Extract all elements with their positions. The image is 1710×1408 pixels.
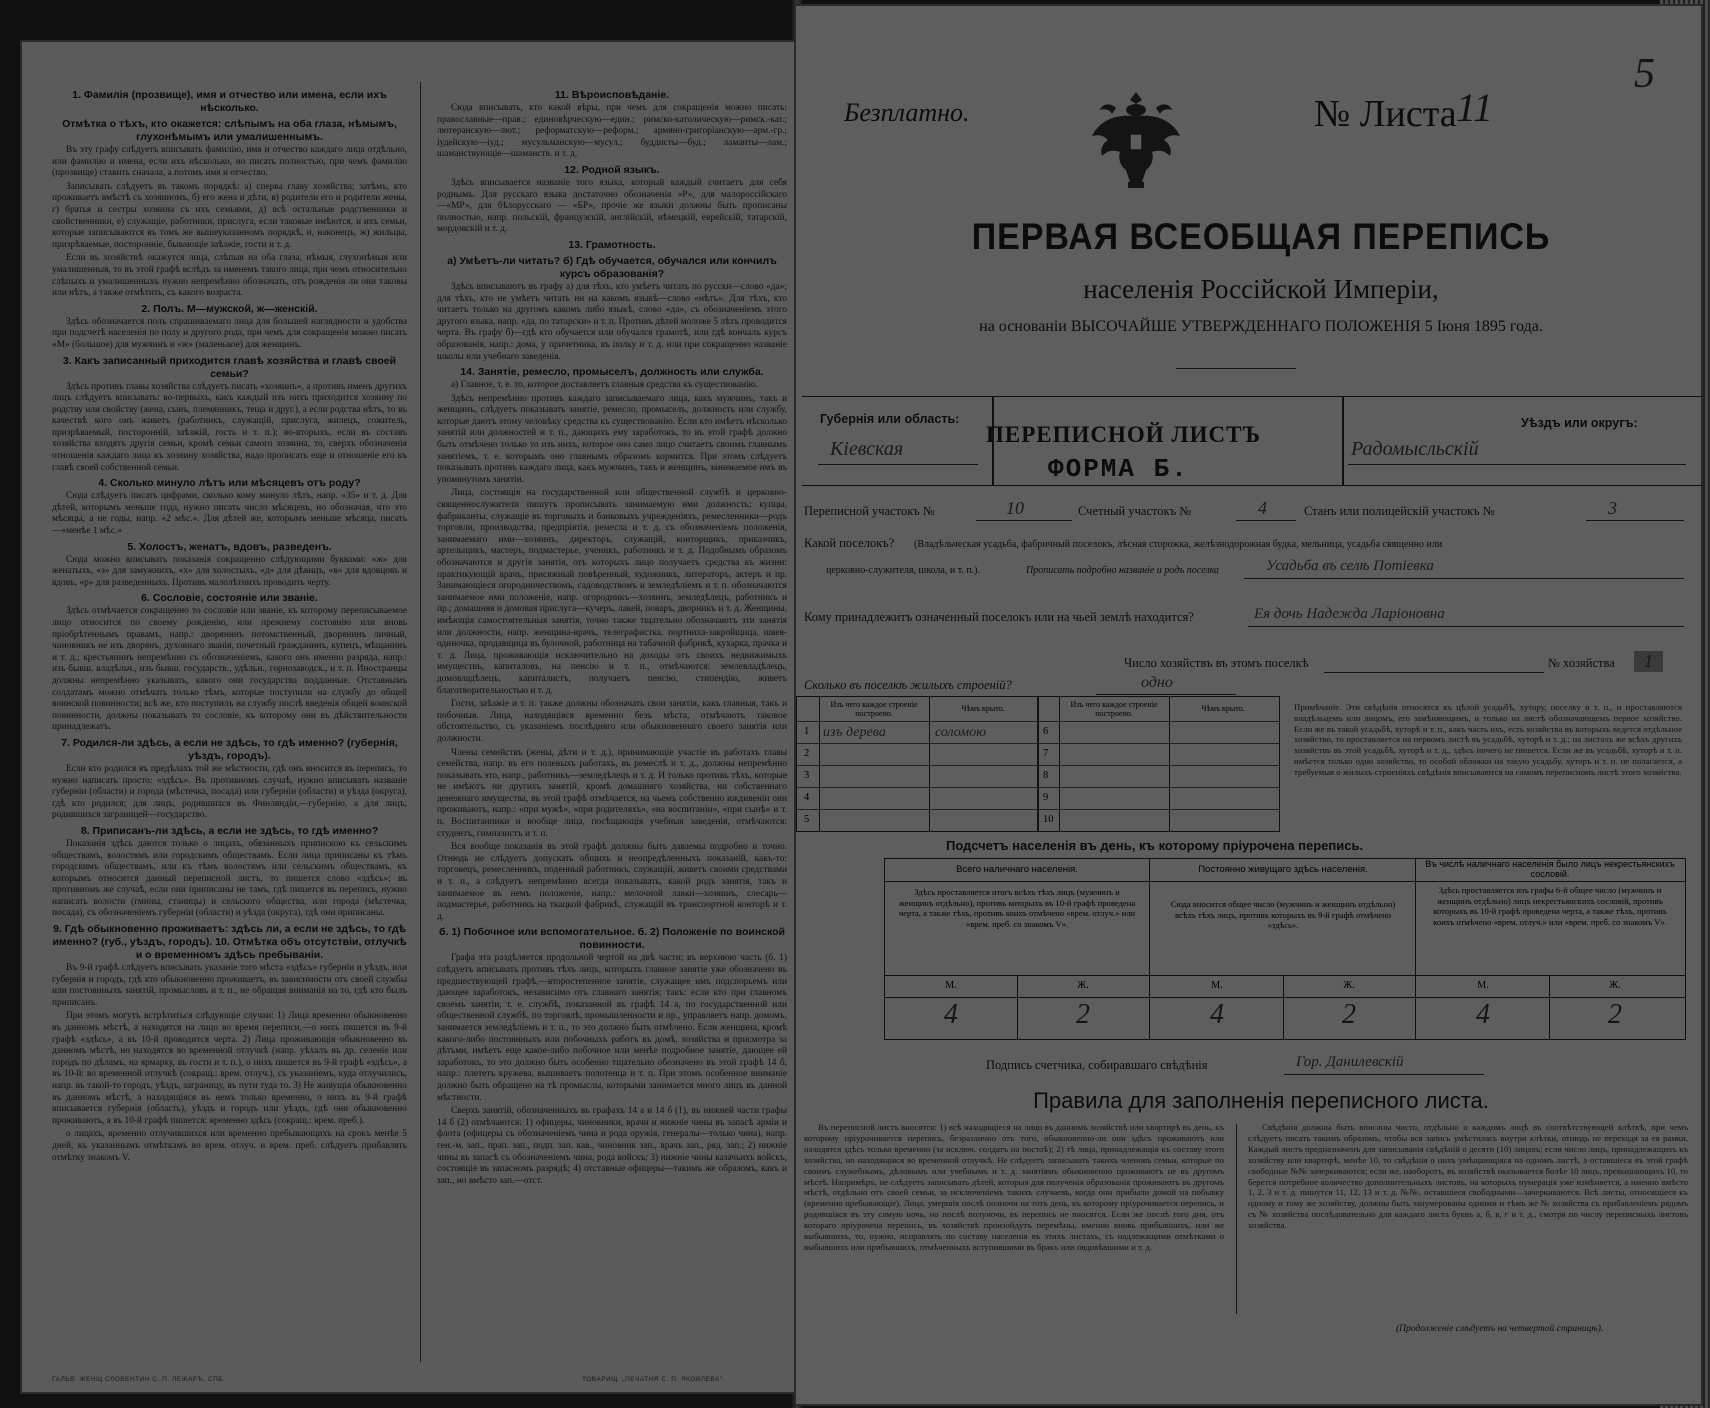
count-precinct-value: 4 (1258, 498, 1267, 518)
bt-row-number: 1 (804, 726, 810, 737)
pt-desc-total: Здѣсь проставляется итогъ всѣхъ тѣхъ лицъ (мужчинъ и женщинъ отдѣльно), противъ которыхъ въ 10-й графѣ проведена черта, а также тѣхъ, противъ коихъ отмѣчено «врем. отлуч.» или «врем. преб. со знакомъ V». (898, 887, 1136, 929)
settlement-hint-1: (Владѣльческая усадьба, фабричный поселокъ, лѣсная сторожка, желѣзнодорожная будка, мельница, усадьба священно или (914, 539, 1443, 550)
district-underline (1348, 464, 1686, 465)
section-paragraph: а) Главное, т. е. то, которое доставляетъ главныя средства къ существованію. (451, 380, 758, 391)
section-heading: 2. Полъ. М—мужской, ж—женскій. (141, 302, 318, 315)
owner-underline (1248, 626, 1684, 627)
column-divider (420, 82, 421, 1362)
section-heading: 5. Холостъ, женатъ, вдовъ, разведенъ. (127, 540, 332, 553)
bt-row-number: 6 (1043, 726, 1049, 737)
camp-label: Станъ или полицейскій участокъ № (1304, 504, 1495, 518)
left-page (22, 42, 802, 1392)
pt-male-header: М. (1211, 980, 1223, 991)
rules-right-column: Свѣдѣнія должны быть вписаны чисто, отдѣльно о каждомъ лицѣ въ соотвѣтствующей клѣткѣ, при чемъ слѣдуетъ писать такимъ образомъ, чтобы вся запись умѣстилась внутри клѣтки, отнюдь не переходя за ея рамки. Каждый листъ предназначенъ для записыванія свѣдѣній о десяти (10) лицахъ; если число лицъ, принадлежащихъ къ хозяйству или квартирѣ, менѣе 10, то свѣдѣнія о нихъ умѣщающіяся на одномъ листѣ, а оставшіеся въ этой графѣ свободные №№ зачеркиваются; если же, наоборотъ, въ хозяйствѣ оказывается болѣе 10 лицъ, превышающихъ 10, то берется потребное количество дополнительныхъ листовъ, на которыхъ нумерація уже измѣняется, а именно вмѣсто 1, 2, 3 и т. д. пишутся 11, 12, 13 и т. д. №№, оставшіеся свободными—зачеркиваются. Всѣ листы, относящіеся къ одному и тому же хозяйству, должны быть занумерованы одними и тѣмъ же № хозяйства съ прибавленіемъ рядомъ съ № хозяйства послѣдовательно для каждаго листа буквъ а, б, в, г и т. д., смотря по числу переписныхъ листовъ хозяйства. (1248, 1122, 1688, 1231)
household-number-label: № хозяйства (1548, 656, 1615, 670)
section-paragraph: Лица, состоящія на государственной или общественной службѣ и церковно-священнослужители пишутъ прописывать занимаемую ими должность; купцы, фабриканты, служащіе въ торговыхъ и банковыхъ учрежденіяхъ, ремесленники—родъ торговли, производства, предпріятія, ремесла и т. д. съ обозначеніемъ положенія, занимаемаго ими—хозяинъ, директоръ, служащій, конторщикъ, приказчикъ, артельщикъ, мастеръ, подмастерье, ученикъ, работникъ и т. д. Подобнымъ образомъ обозначаются и другія занятія, отъ которыхъ лицо получаетъ средства къ жизни: практикующій врачъ, присяжный повѣренный, художникъ, литераторъ, актеръ и пр. Занимающіеся огородничествомъ, садоводствомъ и земледѣліемъ и т. п. обозначаются занимаемое ими положеніе, напр. огородникъ—хозяинъ, земледѣлецъ, работникъ и пр.; домашняя и домовая прислуга—кучеръ, лакей, поваръ, дворникъ и т. д. Женщины, имѣющія самостоятельныя занятія, точно также тщательно обозначаютъ эти занятія или должности, напр. женщина-врачъ, телеграфистка, портниха-закройщица, швея-одиночка, продавщица въ булочной, работница на табачной фабрикѣ, кухарка, прачка и т. д. Лица, проживающія исключительно на доходы отъ своихъ недвижимыхъ имуществъ, капиталовъ, на пенсію и т. п., отмѣчаются: землевладѣлецъ, домовладѣлецъ, капиталистъ, получаетъ пенсію, стипендію, живетъ благотворительностью и т. д. (437, 488, 787, 696)
bt-row-number: 8 (1043, 770, 1049, 781)
section-paragraph: Въ эту графу слѣдуетъ вписывать фамилію, имя и отчество каждаго лица отдѣльно, или фамилію и имена, если ихъ нѣсколько, но писать полностью, при чемъ фамилію (прозвище) ставить сначала, а потомъ имя и отчество. (52, 145, 407, 179)
bt-head-material: Изъ чего каждое строеніе построено. (830, 700, 918, 718)
pt-row-line (885, 997, 1685, 998)
pt-col-line (1283, 975, 1284, 1039)
rules-title: Правила для заполненія переписного листа. (1033, 1088, 1489, 1113)
pt-male-header: М. (1477, 980, 1489, 991)
count-precinct-label: Счетный участокъ № (1078, 504, 1192, 518)
pt-head-resident: Постоянно живущаго здѣсь населенія. (1198, 864, 1368, 875)
pt-head-total: Всего наличнаго населенія. (956, 864, 1078, 875)
imperial-eagle-emblem (1086, 86, 1186, 200)
signature-underline (1284, 1074, 1484, 1075)
pt-row-line (885, 975, 1685, 976)
right-page (796, 6, 1701, 1404)
rules-continued: (Продолженіе слѣдуетъ на четвертой страницѣ). (1396, 1324, 1604, 1334)
instructions-column-1 (52, 86, 407, 1166)
section-heading: 13. Грамотность. (568, 238, 656, 251)
bt-row-line (797, 765, 1279, 766)
settlement-question: Какой поселокъ? (804, 536, 895, 550)
pt-col-line (1549, 975, 1550, 1039)
section-paragraph: Сюда слѣдуетъ писать цифрами, сколько кому минуло лѣтъ, напр. «35» и т. д. Для дѣтей, которымъ меньше года, нужно писать число мѣсяцевъ, но обозначая, что это мѣсяцы, а не годы, напр. «2 мѣс.». Для дѣтей же, которымъ меньше мѣсяца, писать—«менѣе 1 мѣс.» (52, 491, 407, 537)
section-paragraph: Графа эта раздѣляется продольной чертой на двѣ части; въ верхнюю часть (б. 1) слѣдуетъ вписывать противъ тѣхъ лицъ, которыхъ главное занятіе уже обозначено въ предшествующей графѣ,—второстепенное занятіе, служащее имъ подспорьемъ или дающее заработокъ, независимо отъ главнаго занятія; такъ: если кто при главномъ своемъ занятіи, т. е. службѣ, показанной въ графѣ 14 а, по государственной или общественной службѣ, по торговлѣ, промышленности и пр., управляетъ напр. домомъ, занимается земледѣліемъ и т. п., то это должно быть отмѣчено. Если женщина, кромѣ какого-либо постоянныхъ или побочныхъ работъ въ домѣ, хозяйства и присмотра за дѣтьми, имѣетъ еще какое-либо побочное или менѣе подробное занятіе, дающее ей заработокъ, то это должно быть особенно тщательно обозначено въ этой графѣ 14 б, напр.: плететъ кружева, вышиваетъ полотенца и т. п. При этомъ особенное вниманіе должно быть обращено на тѣ промыслы, которыми занимается много лицъ въ данной мѣстности. (437, 953, 787, 1103)
pt-female-header: Ж. (1077, 980, 1089, 991)
province-label: Губернія или область: (820, 412, 960, 426)
pt-count-value: 2 (1608, 999, 1622, 1030)
bt-row-number: 5 (804, 814, 810, 825)
section-heading: б. 1) Побочное или вспомогательное. б. 2) Положеніе по воинской повинности. (439, 926, 785, 952)
pt-count-value: 2 (1342, 999, 1356, 1030)
province-value: Кіевская (830, 438, 904, 460)
section-heading: 9. Гдѣ обыкновенно проживаетъ: здѣсь ли, а если не здѣсь, то гдѣ именно? (губ., уѣздъ, городъ). 10. Отмѣтка объ отсутствіи, отлучкѣ и о временномъ здѣсь пребываніи. (52, 923, 407, 962)
section-paragraph: Здѣсь вписывается названіе того языка, который каждый считаетъ для себя роднымъ. Для русскаго языка достаточно обозначенія «Р», для малороссійскаго—«МР», для бѣлорусскаго — «БР», прочіе же языки должны быть прописаны полностью, напр. польскій, французскій, англійскій, нѣмецкій, еврейскій, татарскій, мордовскій и т. д. (437, 177, 787, 235)
pt-col-line (1017, 975, 1018, 1039)
buildings-question: Сколько въ поселкѣ жилыхъ строеній? (804, 678, 1012, 692)
section-paragraph: Гости, заѣзжіе и т. п. также должны обозначать свои занятія, какъ главныя, такъ и побочныя. Лица, находящіяся временно безъ мѣста, отмѣчаютъ таковое обстоятельство, съ указаніемъ послѣдняго или обыкновеннаго своего занятія или должности. (437, 699, 787, 744)
pt-count-value: 4 (1476, 999, 1490, 1030)
section-heading: 3. Какъ записанный приходится главѣ хозяйства и главѣ своей семьи? (62, 354, 397, 380)
pt-male-header: М. (945, 980, 957, 991)
section-heading: 7. Родился-ли здѣсь, а если не здѣсь, то гдѣ именно? (губернія, уѣздъ, городъ). (61, 736, 398, 762)
bt-row-line (797, 787, 1279, 788)
household-number-value: 1 (1634, 651, 1663, 672)
section-paragraph: Записывать слѣдуетъ въ такомъ порядкѣ: а) сперва главу хозяйства; затѣмъ, кто проживаетъ вмѣстѣ съ хозяиномъ, б) его жена и дѣти, в) родители его и родители жены, г) братья и сестры хозяина съ ихъ семьями, д) всѣ остальные родственники и свойственники, е) служащіе, работники, прислуга, если таковые имѣются, и ихъ семьи, которые записываются въ томъ же вышеуказанномъ порядкѣ, и, наконецъ, ж) жильцы, призрѣваемые, посторонніе, бывающіе заѣзжіе, гости и т. д. (52, 181, 407, 250)
count-underline (1236, 520, 1296, 521)
section-paragraph: Сюда можно вписывать показанія сокращенно слѣдующими буквами: «ж» для женатыхъ, «з» для замужнихъ, «х» для холостыхъ, «д» для дѣвицъ, «в» для вдовцовъ и вдовъ, «р» для разведенныхъ. Противъ малолѣтнихъ проводить черту. (52, 554, 407, 588)
bt-row1-material: изъ дерева (823, 725, 886, 740)
settlement-value: Усадьба въ селѣ Потіевка (1266, 558, 1434, 574)
section-paragraph: Если въ хозяйствѣ окажутся лица, слѣпыя на оба глаза, нѣмыя, глухонѣмыя или умалишенныя, то въ этой графѣ вслѣдъ за именемъ такого лица, при чемъ относительно слѣпыхъ и умалишенныхъ нужно непремѣнно обозначать, отъ рожденія ли они таковы или нѣтъ, а также отмѣтить, съ какого возраста. (52, 253, 407, 299)
buildings-value: одно (1141, 674, 1173, 691)
section-paragraph: Здѣсь вписываютъ въ графу а) для тѣхъ, кто умѣетъ читать по русски—слово «да»; для тѣхъ, кто не умѣетъ читать ни на какомъ языкѣ—слово «нѣтъ». Для тѣхъ, кто читаетъ только на другомъ какомъ либо языкѣ, слово «да», съ обозначеніемъ этого другого языка, напр. «да, по татарски» и т. п. Противъ дѣтей моложе 5 лѣтъ проводится черта. Въ графу б)—гдѣ кто обучается или обучался грамотѣ, или гдѣ кончалъ курсъ образованія, напр.: дома, у причетника, въ полку и т. д. или при сокращенно названіе школы или учебнаго заведенія. (437, 281, 787, 362)
section-paragraph: Если кто родился въ предѣлахъ той же мѣстности, гдѣ онъ вносится въ перепись, то нужно написать просто: «здѣсь». Въ противномъ случаѣ, нужно вписывать названіе губерніи (области) и города (мѣстечка, посада) или губерніи (области) и уѣзда (округа), гдѣ кто родился; для лицъ, родившихся въ Финляндіи,—губернію, а для лицъ, родившихся заграницей—государство. (52, 763, 407, 821)
section-heading: а) Умѣетъ-ли читать? б) Гдѣ обучается, обучался или кончилъ курсъ образованія? (447, 254, 777, 280)
precinct-label: Переписной участокъ № (804, 504, 935, 518)
free-label: Безплатно. (844, 98, 970, 127)
bt-col-line (1037, 697, 1039, 831)
census-title: ПЕРВАЯ ВСЕОБЩАЯ ПЕРЕПИСЬ (971, 216, 1551, 257)
bt-row-number: 3 (804, 770, 810, 781)
bt-head-roof: Чѣмъ крыто. (961, 704, 1005, 713)
pt-head-nonpeasant: Въ числѣ наличнаго населенія было лицъ некрестьянскихъ сословій. (1425, 859, 1675, 879)
section-paragraph: При этомъ могутъ встрѣтиться слѣдующіе случаи: 1) Лица временно обыкновенно въ данномъ мѣстѣ, а находятся на лицо во время переписи,—о нихъ пишется въ 9-й графѣ «здѣсь», а въ 10-й проводится черта. 2) Лица проживающія обыкновенно въ данномъ мѣстѣ, но находятся во временной отлучкѣ (напр. уѣхалъ въ др. селеніе или городъ по дѣламъ, на ярмарку, въ гости и т. п.), о нихъ пишется въ 9-й графѣ «здѣсь», а въ 10-й: во временной отлучкѣ (сокращ.: врем. отлуч.), съ указаніемъ, куда отлучились, напр. въ такой-то городъ, уѣздъ, заграницу, въ пути туда то. 3) Не живущія обыкновенно въ данномъ мѣстѣ, а находящіяся въ немъ только временно, о нихъ въ 9-й графѣ вписывается губернія (область), уѣздъ и городъ или уѣздъ, гдѣ они обыкновенно проживаютъ, а въ 10-й графѣ пишется: временно здѣсь (сокращ.: врем. преб.). (52, 1011, 407, 1126)
signature-label: Подпись счетчика, собиравшаго свѣдѣнія (986, 1058, 1208, 1072)
buildings-underline (1096, 694, 1236, 695)
precinct-underline (976, 520, 1072, 521)
settlement-hint-3: Прописать подробно названіе и родъ поселка (1026, 565, 1220, 576)
section-heading: Отмѣтка о тѣхъ, кто окажется: слѣпымъ на оба глаза, нѣмымъ, глухонѣмымъ или умалишеннымъ. (62, 118, 397, 143)
section-paragraph: Сверхъ занятій, обозначенныхъ въ графахъ 14 а и 14 б (1), въ нижней части графы 14 б (2) отмѣчаются: 1) офицеры, чиновники, врачи и нижніе чины въ запасѣ арміи и флота (офицеры съ обозначеніемъ чина и рода оружія, генералы—только чина), напр. ген.-м. зап., прап. зап., подп. зап. кав., чиновник зап., врачъ зап., ряд. зап.; 2) нижніе чины въ запасѣ съ обозначеніемъ чина, рода войскъ; 3) нижніе чины казачьихъ войскъ, состоящіе въ запасномъ разрядѣ; 4) отставные офицеры—такимъ же образомъ, какъ и зап., но вмѣсто зап.—отст. (437, 1106, 787, 1186)
section-heading: 4. Сколько минуло лѣтъ или мѣсяцевъ отъ роду? (98, 477, 361, 490)
section-heading: 14. Занятіе, ремесло, промыселъ, должность или служба. (460, 366, 764, 379)
sheet-number-value: 11 (1456, 85, 1494, 130)
owner-value: Ея дочь Надежда Ларіоновна (1254, 606, 1445, 622)
households-underline (1324, 672, 1544, 673)
form-title: ПЕРЕПИСНОЙ ЛИСТЪ (986, 422, 1262, 447)
section-paragraph: о лицахъ, временно отлучившихся или временно пребывающихъ на срокъ менѣе 5 дней, къ указаннымъ отмѣткамъ во врем. отлуч. и врем. преб. слѣдуетъ прибавлять отмѣтку знакомъ V. (52, 1129, 407, 1163)
section-paragraph: Показанія здѣсь даются только о лицахъ, обязанныхъ припискою къ сельскимъ обществамъ, волостямъ или городскимъ обществамъ. Если лица приписаны къ тѣмъ городскимъ обществамъ, или къ тѣмъ волостямъ или сельскимъ обществамъ, къ которымъ относится данный переписной листъ, то пишется слово «здѣсь»; въ противномъ же случаѣ, если они приписаны не тамъ, гдѣ пишется въ перепись, нужно написать волости (гмины, станицы) и сельского общества, или города (мѣстечка, посада), съ обозначеніемъ губерніи (области) и уѣзда (округа), гдѣ они приписаны. (52, 838, 407, 919)
bt-head-material-2: Изъ чего каждое строеніе построено. (1070, 700, 1158, 718)
bt-col-line (819, 697, 820, 831)
households-label: Число хозяйствъ въ этомъ поселкѣ (1124, 656, 1309, 670)
sheet-number-label: № Листа (1314, 93, 1457, 135)
rules-left-column: Въ переписной листъ вносятся: 1) всѣ находящіеся на лицо въ данномъ хозяйствѣ или квартирѣ въ день, къ которому пріурочивается перепись, безразлично отъ того, обыкновенно-ли они здѣсь проживаютъ или находятся здѣсь только временно (за исключ. солдатъ на постоѣ); 2) тѣ лица, принадлежащія къ составу этого хозяйства, но находящіяся во временной отлучкѣ. Не слѣдуетъ записывать такихъ членовъ семьи, которые по своимъ служебнымъ, дѣловымъ или учебнымъ и т. д. занятіямъ обыкновенно проживаютъ не въ другомъ мѣстѣ. Напримѣръ, не слѣдуетъ записывать дѣтей, которыя для полученія образованія проживаютъ въ другомъ мѣстѣ, отдѣльно отъ своей семьи, за исключеніемъ такихъ случаевъ, когда они прибыли домой на побывку (временно пребывающіе). Лица, умершія послѣ полночи на тотъ день, къ которому пріурочивается перепись, и родившіяся въ эту самую ночь, но послѣ полуночи, въ перепись не вносятся. Если же послѣ того дня, отъ котораго пріурочена перепись, въ хозяйствѣ произойдутъ перемѣны, именно вновь прибывшихъ, или же выбывшихъ, то, нужно, исправлять по составу населенія въ этихъ листахъ, съ надлежащими отмѣтками о выбывшихъ или прибывшихъ, отмѣченныхъ вступившими въ бракъ или овдовѣвшими и т. д. (804, 1122, 1224, 1252)
precinct-value: 10 (1006, 498, 1024, 518)
form-b-label: ФОРМА Б. (1048, 454, 1189, 484)
section-paragraph: Члены семействъ (жены, дѣти и т. д.), принимающіе участіе въ работахъ главы семейства, напр. въ его полевыхъ работахъ, въ ремеслѣ и т. д., должны непремѣнно показывать это, напр., работникъ—земледѣлецъ и т. д. И только противъ тѣхъ, которые не имѣютъ ни другихъ занятій, кромѣ домашняго хозяйства, ни собственнаго денежнаго имущества, въ этой графѣ отмѣчается, на чьемъ собственно иждивеніи они проживаютъ, напр.: «при мужѣ», «при родителяхъ», «на воспитаніи», «при сынѣ» и т. п. Воспитанники и вообще лица, посѣщающія учебныя заведенія, отмѣчаются: студентъ, гимназистъ и т. п. (437, 747, 787, 839)
pt-female-header: Ж. (1609, 980, 1621, 991)
pt-female-header: Ж. (1343, 980, 1355, 991)
section-paragraph: Здѣсь противъ главы хозяйства слѣдуетъ писать «хозяинъ», а противъ именъ другихъ лицъ слѣдуетъ вписывать: во-первыхъ, какъ каждый изъ нихъ приходится хозяину по родству или свойству (жена, сынъ, племянникъ, теща и друг.), а если родства нѣтъ, то въ качествѣ кого онъ живетъ (работникъ, служащій, прислуга, жилецъ, сожитель, призрѣваемый, посторонній, заѣзжій, гость и т. п.); во-вторыхъ, если въ составъ хозяйства входятъ другія семьи, кромѣ семьи самого хозяина, то, сверхъ обозначенія отношенія каждаго лица къ хозяину хозяйства, надо прописать еще и отношеніе его къ главѣ своей собственной семьи. (52, 381, 407, 473)
printer-imprint-left: ГАЛЬВ. ЖЕНЩ СЛОВЕНТИН С. П. ЛЕЖАРЪ, СПБ. (52, 1376, 226, 1383)
bt-row-line (797, 721, 1279, 722)
census-basis: на основаніи ВЫСОЧАЙШЕ УТВЕРЖДЕННАГО ПОЛОЖЕНІЯ 5 Іюня 1895 года. (979, 318, 1543, 335)
section-heading: 11. Вѣроисповѣданіе. (554, 89, 670, 101)
owner-question: Кому принадлежитъ означенный поселокъ или на чьей землѣ находится? (804, 610, 1194, 624)
bt-col-line (929, 697, 930, 831)
pt-col-line (1415, 859, 1416, 1039)
camp-underline (1586, 520, 1684, 521)
instructions-column-2 (437, 86, 787, 1189)
signature-value: Гор. Данилевскій (1296, 1054, 1404, 1070)
pt-count-value: 2 (1076, 999, 1090, 1030)
section-paragraph: Вся вообще показанія въ этой графѣ должны быть даваемы подробно и точно. Отнюдь не слѣдуетъ допускать общихъ и неопредѣленныхъ показаній, какъ-то: торговецъ, ремесленникъ, поденный работникъ, служащій, живетъ своими средствами и т. п., а слѣдуетъ непремѣнно всегда показывать, какой родъ занятія, такъ и занимаемое въ немъ положеніе, напр.: мелочной лавки—хозяинъ, слесарь—подмастерье, работникъ на ткацкой фабрикѣ, служащій въ транспортной конторѣ и т. д. (437, 842, 787, 922)
printer-imprint-right: ТОВАРИЩ. „ПЕЧАТНЯ С. П. ЯКОВЛЕВА". (582, 1376, 725, 1383)
section-paragraph: Сюда вписывать, кто какой вѣры, при чемъ для сокращенія можно писать: православные—прав.; единовѣрческую—един.; римско-католическую—римск.-кат.; лютеранскую—лют.; реформатскую—реформ.; армяно-григоріанскую—арм.-гр.; іудейскую—іуд.; мусульманскую—мусул.; буддисты—буд.; ламаиты—лам.; шаманствующіе—шаманств. и т. д. (437, 103, 787, 160)
section-paragraph: Здѣсь отмѣчается сокращенно то сословіе или званіе, къ которому переписываемое лицо относится по своему рожденію, или прежнему состоянію или вновь пріобрѣтеннымъ правамъ, напр.: дворянинъ потомственный, дворянинъ личный, чиновникъ не изъ дворянъ, духовнаго званія, почетный гражданинъ, купецъ, мѣщанинъ и т. д.; крестьянинъ непремѣнно съ обозначеніемъ, какого онъ именно разряда, напр.: изъ бывш. владѣльч., изъ бывш. государств., удѣльн., горнозаводск., и т. п. Иностранцы должны непремѣнно указывать, какого они государства подданные. Отставнымъ солдатамъ можно отмѣчать только тѣмъ, которые поступили на службу до общей воинской повинности; всѣ же, кто поступилъ на службу послѣ введенія общей воинской повинности, должны показывать то сословіе, къ которому они въ дѣйствительности принадлежатъ. (52, 606, 407, 733)
settlement-underline (1244, 578, 1684, 579)
section-heading: 8. Приписанъ-ли здѣсь, а если не здѣсь, то гдѣ именно? (80, 824, 379, 837)
pt-count-value: 4 (1210, 999, 1224, 1030)
camp-value: 3 (1608, 498, 1617, 518)
divider-rule (1176, 368, 1296, 369)
district-label: Уѣздъ или округъ: (1521, 416, 1638, 430)
bt-row-number: 4 (804, 792, 810, 803)
pt-desc-nonpeasant: Здѣсь проставляется изъ графы 6-й общее число (мужчинъ и женщинъ отдѣльно) лицъ некрестьянскихъ сословій, противъ которыхъ въ 10-й графѣ проведена черта, а также тѣхъ, противъ коихъ отмѣчено «врем. отлуч.» или «врем. преб. со знакомъ V». (1433, 885, 1667, 927)
district-value: Радомысльскій (1351, 438, 1479, 460)
census-day-title: Подсчетъ населенія въ день, къ которому пріурочена перепись. (946, 838, 1364, 853)
section-heading: 12. Родной языкъ. (564, 163, 660, 176)
bt-row-line (797, 809, 1279, 810)
bt-row-line (797, 743, 1279, 744)
bt-col-line (1169, 697, 1170, 831)
section-paragraph: Въ 9-й графѣ слѣдуетъ вписывать указаніе того мѣста «здѣсь» губерніи и уѣздъ, или губернія и городъ, гдѣ кто обыкновенно проживаетъ, въ зависимости отъ своей службы или постоянныхъ занятій, промысловъ и т. п., не обращая вниманія на то, гдѣ кто былъ приписанъ. (52, 963, 407, 1008)
buildings-table (796, 696, 1280, 832)
header-divider-right (1342, 397, 1344, 485)
pt-row-line (885, 881, 1685, 882)
pt-count-value: 4 (944, 999, 958, 1030)
bt-row-number: 10 (1043, 814, 1054, 825)
bt-head-roof-2: Чѣмъ крыто. (1201, 704, 1245, 713)
rules-divider (1236, 1124, 1237, 1314)
bt-row1-roof: соломою (935, 725, 987, 740)
bt-row-number: 7 (1043, 748, 1049, 759)
pt-desc-resident: Сюда вносится общее число (мужчинъ и женщинъ отдѣльно) всѣхъ тѣхъ лицъ, противъ которыхъ въ 9-й графѣ отмѣчено «здѣсь». (1170, 899, 1396, 930)
bt-row-number: 2 (804, 748, 810, 759)
section-paragraph: Здѣсь обозначается полъ спрашиваемаго лица для большей наглядности и удобства при подсчетѣ населенія по полу и другого рода, при чемъ для сокращенія можно писать «М» (большое) для мужчинъ и «ж» (маленькое) для женщинъ. (52, 316, 407, 350)
pt-col-line (1149, 859, 1150, 1039)
settlement-hint-2: церковно-служителя, школа, и т. п.). (826, 565, 980, 576)
section-paragraph: Здѣсь непремѣнно противъ каждаго записываемаго лица, какъ мужчинъ, такъ и женщинъ, слѣдуетъ показывать занятіе, ремесло, промыселъ, должность или службу, которые даютъ этому человѣку средства къ существованію. Если кто имѣетъ нѣсколько занятій или должностей и т. п., дающихъ ему заработокъ, то въ этой графѣ должно быть отмѣчено только то изъ нихъ, которое оно само лицо считаетъ своимъ главнымъ занятіемъ, т. е. которымъ оно главнымъ образомъ кормится. При этомъ слѣдуетъ показывать противъ каждаго лица, какъ мужчинъ, такъ и женщинъ, занимаемое имъ въ упомянутомъ занятіи. (437, 393, 787, 485)
population-table (884, 858, 1686, 1040)
section-heading: 6. Сословіе, состояніе или званіе. (141, 592, 318, 605)
bt-row-number: 9 (1043, 792, 1049, 803)
bt-col-line (1059, 697, 1060, 831)
pencil-page-mark: 5 (1634, 51, 1655, 97)
section-heading: 1. Фамилія (прозвище), имя и отчество или имена, если ихъ нѣсколько. (72, 89, 387, 114)
buildings-note: Примѣчаніе. Эти свѣдѣнія относятся къ цѣлой усадьбѣ, хутору, поселку и т. п., и проставляются владѣльцемъ или лицомъ, его замѣняющимъ, и только на листѣ обозначающемъ первое хозяйство. Если же въ такой усадьбѣ, хуторѣ и т. п., какъ часть ихъ, есть хозяйства въ которыхъ ведется отдѣльное хозяйство, то проставляется на первомъ листѣ въ усадьбѣ, хуторѣ и т. д.; на листахъ же всѣхъ другихъ хозяйствъ въ этой усадьбѣ, хуторѣ и т. д., здѣсь ничего не пишется. Если же въ усадьбѣ, хуторѣ и т. п. имѣется только одно хозяйство, то особой обложки на такую усадьбу, хуторъ и т. п. не полагается, а требуемыя о жилыхъ строеніяхъ свѣдѣнія вписываются на самомъ переписномъ листѣ этого хозяйства. (1294, 702, 1682, 777)
census-subtitle: населенія Россійской Имперіи, (1083, 274, 1439, 304)
province-underline (818, 464, 978, 465)
